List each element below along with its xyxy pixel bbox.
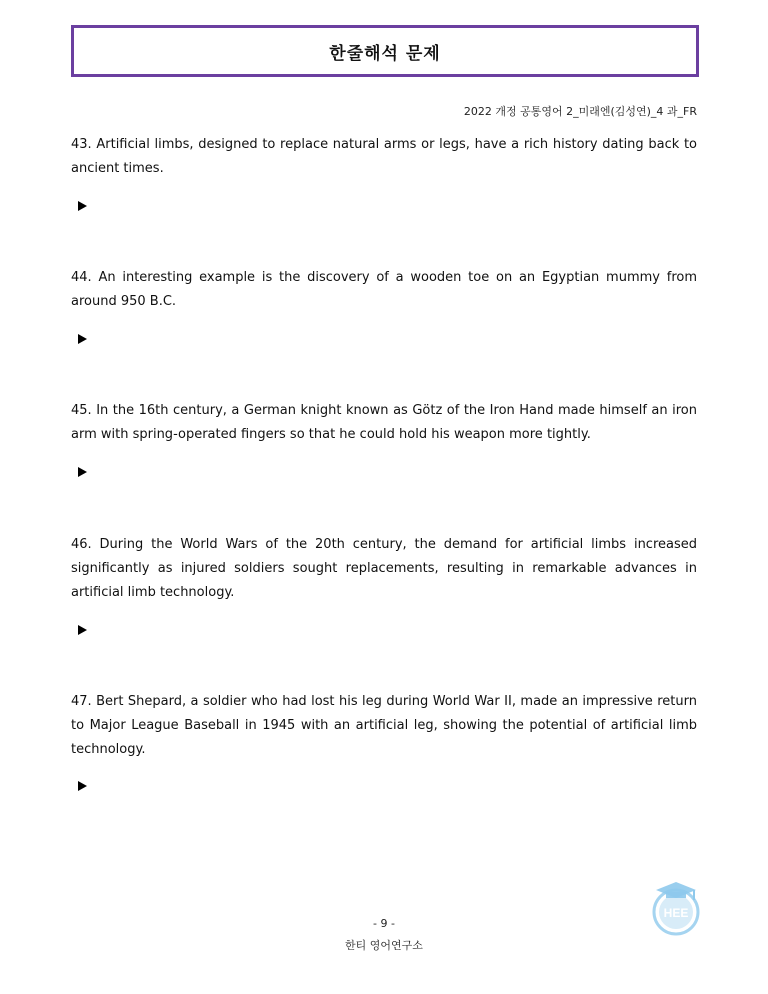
course-subtitle: 2022 개정 공통영어 2_미래엔(김성연)_4 과_FR (463, 105, 697, 118)
question-46: 46. During the World Wars of the 20th century, the demand for artificial limbs increased significantly as injured soldiers sought replacements, resulting in remarkable advances in artificial limb technology. (71, 537, 697, 600)
arrow-icon (78, 625, 87, 635)
hee-logo (646, 876, 706, 938)
title-box (71, 25, 699, 77)
organization-name: 한티 영어연구소 (345, 939, 423, 952)
arrow-icon (78, 781, 87, 791)
logo-text: HEE (663, 906, 689, 920)
question-43: 43. Artificial limbs, designed to replace natural arms or legs, have a rich history dating back to ancient times. (71, 137, 697, 176)
arrow-icon (78, 334, 87, 344)
question-44: 44. An interesting example is the discovery of a wooden toe on an Egyptian mummy from around 950 B.C. (71, 270, 697, 309)
page-title: 한줄해석 문제 (329, 43, 441, 64)
question-45: 45. In the 16th century, a German knight known as Götz of the Iron Hand made himself an iron arm with spring-operated fingers so that he could hold his weapon more tightly. (71, 403, 697, 442)
arrow-icon (78, 467, 87, 477)
page-number: - 9 - (373, 917, 395, 930)
question-47: 47. Bert Shepard, a soldier who had lost his leg during World War II, made an impressive return to Major League Baseball in 1945 with an artificial leg, showing the potential of artificial limb technology. (71, 694, 697, 757)
arrow-icon (78, 201, 87, 211)
